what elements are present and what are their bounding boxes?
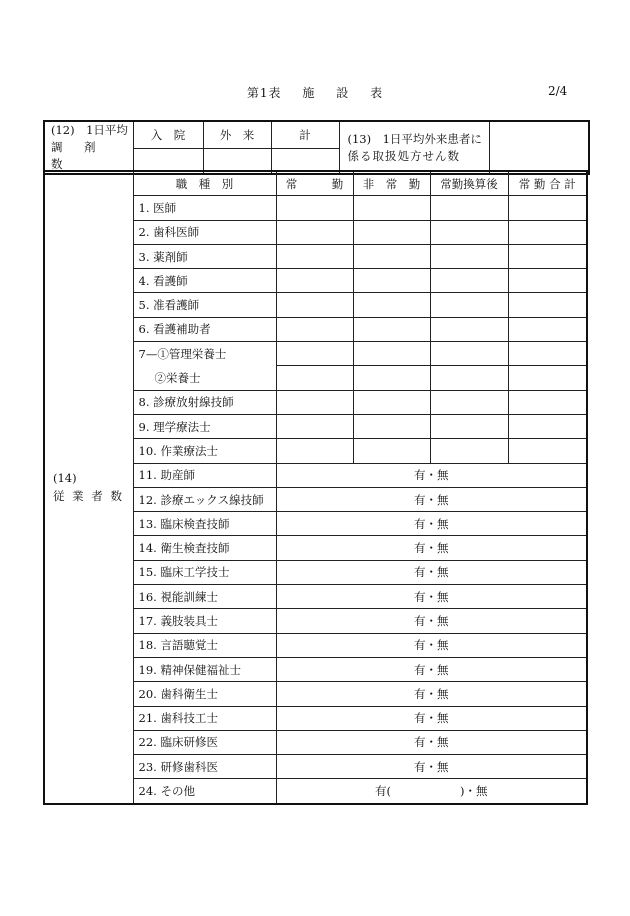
fulltime-field[interactable] [276, 390, 353, 414]
yes-no-choice[interactable]: 有・無 [276, 560, 587, 584]
staff-row-label: 19. 精神保健福祉士 [133, 657, 276, 681]
converted-field[interactable] [430, 269, 508, 293]
form-title-part: 表 [370, 86, 384, 100]
col-parttime: 非 常 勤 [353, 171, 430, 196]
staff-row-label: 7—①管理栄養士 [133, 342, 276, 366]
staff-row-label: 3. 薬剤師 [133, 244, 276, 268]
page-number: 2/4 [548, 84, 568, 98]
fulltime-field[interactable] [276, 293, 353, 317]
staff-row-label: 15. 臨床工学技士 [133, 560, 276, 584]
parttime-field[interactable] [353, 269, 430, 293]
converted-field[interactable] [430, 342, 508, 366]
staff-row-label: 12. 診療エックス線技師 [133, 487, 276, 511]
yes-no-choice[interactable]: 有・無 [276, 730, 587, 754]
staff-row-label: 21. 歯科技工士 [133, 706, 276, 730]
yes-no-choice[interactable]: 有・無 [276, 512, 587, 536]
parttime-field[interactable] [353, 293, 430, 317]
parttime-field[interactable] [353, 317, 430, 341]
yes-no-choice[interactable]: 有・無 [276, 585, 587, 609]
staff-row-label: 14. 衛生検査技師 [133, 536, 276, 560]
fulltime-field[interactable] [276, 414, 353, 438]
converted-field[interactable] [430, 196, 508, 220]
yes-no-choice[interactable]: 有・無 [276, 633, 587, 657]
total-field[interactable] [508, 269, 587, 293]
staff-row-label: 8. 診療放射線技師 [133, 390, 276, 414]
staff-row-label: 6. 看護補助者 [133, 317, 276, 341]
staff-row-label: 16. 視能訓練士 [133, 585, 276, 609]
converted-field[interactable] [430, 220, 508, 244]
col-total: 計 [271, 121, 339, 148]
staff-row-label: 23. 研修歯科医 [133, 755, 276, 779]
yes-no-choice[interactable]: 有・無 [276, 657, 587, 681]
fulltime-field[interactable] [276, 342, 353, 366]
parttime-field[interactable] [353, 220, 430, 244]
converted-field[interactable] [430, 366, 508, 390]
form-title-part: 第1表 [246, 86, 282, 100]
parttime-field[interactable] [353, 366, 430, 390]
fulltime-field[interactable] [276, 269, 353, 293]
col-fulltime-total: 常 勤 合 計 [508, 171, 587, 196]
staff-table [43, 170, 588, 805]
section14-label: (14) 従 業 者 数 [44, 171, 133, 804]
form-title-part: 設 [336, 86, 350, 100]
form-title [0, 84, 630, 101]
staff-row-label: 18. 言語聴覚士 [133, 633, 276, 657]
staff-row-label: 10. 作業療法士 [133, 439, 276, 463]
section13-label: (13) 1日平均外来患者に 係る取扱処方せん数 [339, 121, 489, 174]
col-job-type: 職 種 別 [133, 171, 276, 196]
yes-no-choice[interactable]: 有・無 [276, 609, 587, 633]
total-field[interactable] [508, 196, 587, 220]
col-fulltime: 常 勤 [276, 171, 353, 196]
yes-no-choice[interactable]: 有・無 [276, 487, 587, 511]
fulltime-field[interactable] [276, 220, 353, 244]
total-field[interactable] [508, 342, 587, 366]
parttime-field[interactable] [353, 414, 430, 438]
staff-row-label: 1. 医師 [133, 196, 276, 220]
converted-field[interactable] [430, 293, 508, 317]
converted-field[interactable] [430, 244, 508, 268]
staff-row-label: 13. 臨床検査技師 [133, 512, 276, 536]
total-field[interactable] [508, 390, 587, 414]
staff-row-label: 2. 歯科医師 [133, 220, 276, 244]
fulltime-field[interactable] [276, 196, 353, 220]
prescription-count-field[interactable] [489, 121, 589, 174]
converted-field[interactable] [430, 414, 508, 438]
staff-row-label: 22. 臨床研修医 [133, 730, 276, 754]
other-yes-no-field[interactable]: 有( )・無 [276, 779, 587, 804]
staff-row-label: 20. 歯科衛生士 [133, 682, 276, 706]
col-inpatient: 入 院 [133, 121, 203, 148]
converted-field[interactable] [430, 390, 508, 414]
total-field[interactable] [508, 244, 587, 268]
fulltime-field[interactable] [276, 366, 353, 390]
parttime-field[interactable] [353, 390, 430, 414]
yes-no-choice[interactable]: 有・無 [276, 536, 587, 560]
staff-row-label: 9. 理学療法士 [133, 414, 276, 438]
converted-field[interactable] [430, 317, 508, 341]
parttime-field[interactable] [353, 439, 430, 463]
fulltime-field[interactable] [276, 439, 353, 463]
staff-row-label: 24. その他 [133, 779, 276, 804]
yes-no-choice[interactable]: 有・無 [276, 463, 587, 487]
yes-no-choice[interactable]: 有・無 [276, 682, 587, 706]
staff-row-label: 11. 助産師 [133, 463, 276, 487]
staff-row-label: 4. 看護師 [133, 269, 276, 293]
fulltime-field[interactable] [276, 317, 353, 341]
parttime-field[interactable] [353, 342, 430, 366]
total-field[interactable] [508, 317, 587, 341]
total-field[interactable] [508, 293, 587, 317]
total-field[interactable] [508, 220, 587, 244]
dispensing-table [43, 120, 590, 175]
fulltime-field[interactable] [276, 244, 353, 268]
parttime-field[interactable] [353, 244, 430, 268]
staff-row-label: 17. 義肢装具士 [133, 609, 276, 633]
staff-row-label: ②栄養士 [133, 366, 276, 390]
form-title-part: 施 [302, 86, 316, 100]
total-field[interactable] [508, 366, 587, 390]
col-outpatient: 外 来 [203, 121, 271, 148]
section12-label: (12) 1日平均 調 剤 数 [44, 121, 133, 174]
converted-field[interactable] [430, 439, 508, 463]
total-field[interactable] [508, 414, 587, 438]
col-converted: 常勤換算後 [430, 171, 508, 196]
total-field[interactable] [508, 439, 587, 463]
yes-no-choice[interactable]: 有・無 [276, 755, 587, 779]
yes-no-choice[interactable]: 有・無 [276, 706, 587, 730]
parttime-field[interactable] [353, 196, 430, 220]
staff-row-label: 5. 准看護師 [133, 293, 276, 317]
